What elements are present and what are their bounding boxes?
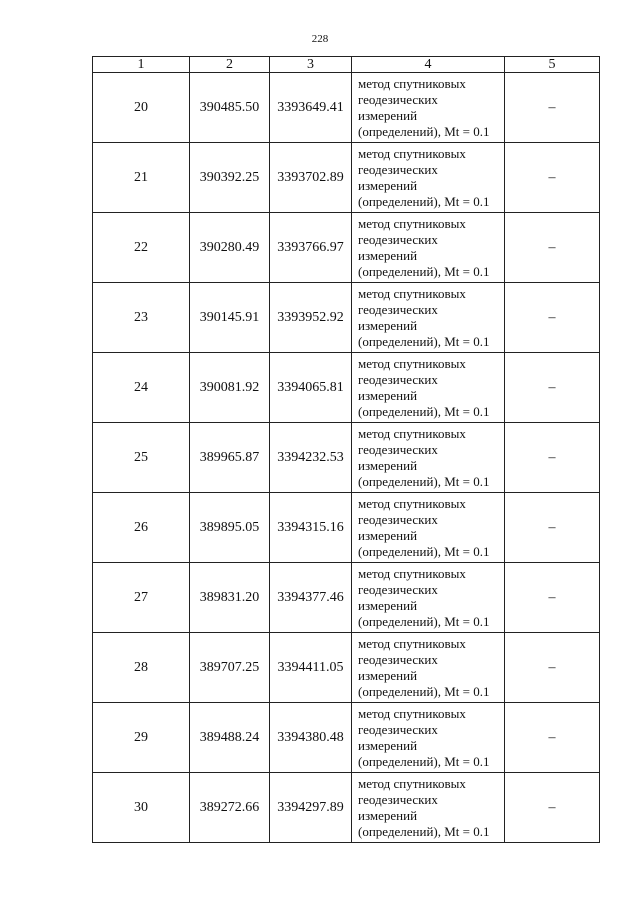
method-line: геодезических [358,511,438,527]
method-line: метод спутниковых [358,775,466,791]
table-row [93,563,600,633]
table-row [93,283,600,353]
point-number-cell: 22 [93,213,190,283]
method-line: геодезических [358,371,438,387]
method-line: измерений [358,387,418,403]
method-line: (определений), Mt = 0.1 [358,823,490,839]
note-cell: – [505,73,600,143]
column-header-1: 1 [93,57,190,73]
method-line: измерений [358,737,418,753]
point-number-cell: 21 [93,143,190,213]
point-number-cell: 24 [93,353,190,423]
method-line: метод спутниковых [358,635,466,651]
method-line: измерений [358,527,418,543]
method-line: геодезических [358,721,438,737]
note-cell: – [505,493,600,563]
y-coordinate-cell: 3394297.89 [270,773,352,843]
table-row [93,633,600,703]
table-row [93,143,600,213]
point-number-cell: 28 [93,633,190,703]
method-line: измерений [358,667,418,683]
method-cell [352,703,505,773]
method-line: измерений [358,247,418,263]
table-row [93,703,600,773]
method-line: метод спутниковых [358,565,466,581]
method-line: метод спутниковых [358,75,466,91]
page-number: 228 [311,33,329,45]
y-coordinate-cell: 3394065.81 [270,353,352,423]
note-cell: – [505,353,600,423]
method-cell [352,423,505,493]
note-cell: – [505,773,600,843]
method-line: (определений), Mt = 0.1 [358,683,490,699]
method-cell [352,283,505,353]
table-body [93,73,600,843]
y-coordinate-cell: 3394380.48 [270,703,352,773]
method-line: геодезических [358,791,438,807]
column-header-2: 2 [190,57,270,73]
method-line: геодезических [358,441,438,457]
method-line: метод спутниковых [358,285,466,301]
method-cell [352,143,505,213]
method-cell [352,353,505,423]
coordinates-table [92,56,600,843]
point-number-cell: 25 [93,423,190,493]
method-line: (определений), Mt = 0.1 [358,193,490,209]
point-number-cell: 20 [93,73,190,143]
y-coordinate-cell: 3394315.16 [270,493,352,563]
method-line: метод спутниковых [358,215,466,231]
x-coordinate-cell: 389831.20 [190,563,270,633]
method-line: (определений), Mt = 0.1 [358,333,490,349]
method-cell [352,73,505,143]
method-line: (определений), Mt = 0.1 [358,263,490,279]
x-coordinate-cell: 389965.87 [190,423,270,493]
note-cell: – [505,143,600,213]
method-line: геодезических [358,301,438,317]
note-cell: – [505,423,600,493]
method-line: геодезических [358,161,438,177]
table-row [93,73,600,143]
method-line: геодезических [358,581,438,597]
method-line: измерений [358,107,418,123]
method-cell [352,773,505,843]
note-cell: – [505,703,600,773]
method-line: (определений), Mt = 0.1 [358,403,490,419]
method-line: (определений), Mt = 0.1 [358,473,490,489]
table-row [93,773,600,843]
note-cell: – [505,633,600,703]
method-line: измерений [358,807,418,823]
method-cell [352,563,505,633]
x-coordinate-cell: 389895.05 [190,493,270,563]
method-line: метод спутниковых [358,705,466,721]
method-line: (определений), Mt = 0.1 [358,543,490,559]
method-line: геодезических [358,91,438,107]
point-number-cell: 26 [93,493,190,563]
y-coordinate-cell: 3394232.53 [270,423,352,493]
note-cell: – [505,213,600,283]
table-header-row [93,57,600,73]
method-line: измерений [358,317,418,333]
y-coordinate-cell: 3393766.97 [270,213,352,283]
column-header-4: 4 [352,57,505,73]
method-line: геодезических [358,231,438,247]
y-coordinate-cell: 3393702.89 [270,143,352,213]
method-line: метод спутниковых [358,425,466,441]
method-line: геодезических [358,651,438,667]
note-cell: – [505,563,600,633]
table-row [93,213,600,283]
method-line: измерений [358,597,418,613]
method-line: (определений), Mt = 0.1 [358,753,490,769]
table-row [93,353,600,423]
x-coordinate-cell: 390081.92 [190,353,270,423]
method-line: измерений [358,177,418,193]
point-number-cell: 23 [93,283,190,353]
y-coordinate-cell: 3394411.05 [270,633,352,703]
y-coordinate-cell: 3393952.92 [270,283,352,353]
method-cell [352,213,505,283]
x-coordinate-cell: 390145.91 [190,283,270,353]
x-coordinate-cell: 390280.49 [190,213,270,283]
y-coordinate-cell: 3394377.46 [270,563,352,633]
x-coordinate-cell: 389488.24 [190,703,270,773]
table-row [93,493,600,563]
point-number-cell: 27 [93,563,190,633]
column-header-5: 5 [505,57,600,73]
point-number-cell: 30 [93,773,190,843]
method-line: измерений [358,457,418,473]
method-line: метод спутниковых [358,145,466,161]
method-cell [352,493,505,563]
x-coordinate-cell: 390485.50 [190,73,270,143]
method-line: метод спутниковых [358,355,466,371]
y-coordinate-cell: 3393649.41 [270,73,352,143]
method-cell [352,633,505,703]
method-line: (определений), Mt = 0.1 [358,613,490,629]
x-coordinate-cell: 389707.25 [190,633,270,703]
column-header-3: 3 [270,57,352,73]
note-cell: – [505,283,600,353]
method-line: метод спутниковых [358,495,466,511]
point-number-cell: 29 [93,703,190,773]
x-coordinate-cell: 390392.25 [190,143,270,213]
method-line: (определений), Mt = 0.1 [358,123,490,139]
table-row [93,423,600,493]
x-coordinate-cell: 389272.66 [190,773,270,843]
